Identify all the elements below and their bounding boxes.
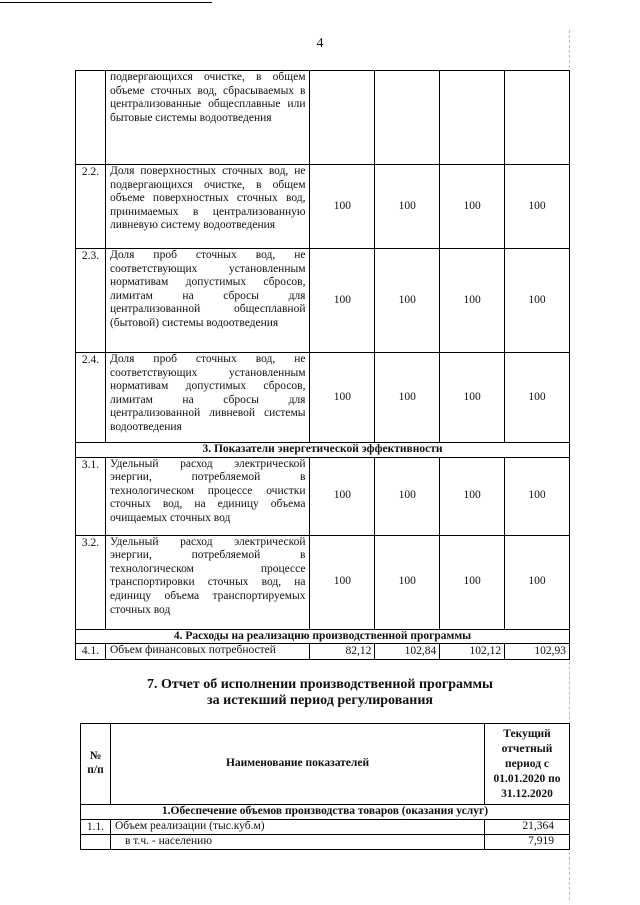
row-value [440, 71, 505, 165]
row-value: 7,919 [485, 835, 570, 850]
report-header-row [81, 724, 570, 805]
row-value: 100 [440, 457, 505, 535]
report-table [80, 723, 570, 850]
section-title: 4. Расходы на реализацию производственной программы [76, 629, 570, 644]
row-value: 100 [440, 353, 505, 443]
row-name: Объем финансовых потребностей [105, 644, 310, 660]
table-row [76, 457, 570, 535]
row-value: 100 [440, 165, 505, 249]
row-value: 100 [310, 353, 375, 443]
section-7-title-line1: 7. Отчет об исполнении производственной программы [146, 677, 493, 692]
row-name: Удельный расход электрической энергии, потребляемой в технологическом процессе транспортировки сточных вод, на единицу объема транспортируемых сточных вод [105, 535, 310, 629]
row-value: 82,12 [310, 644, 375, 660]
row-name: Объем реализации (тыс.куб.м) [110, 819, 484, 835]
row-name: Доля проб сточных вод, не соответствующих установленным нормативам допустимых сбросов, лимитам на сбросы для централизованной общесплавной (бытовой) системы водоотведения [105, 249, 310, 353]
row-value: 21,364 [485, 819, 570, 835]
section-title: 3. Показатели энергетической эффективности [76, 443, 570, 458]
row-num: 2.3. [76, 249, 106, 353]
page-number: 4 [316, 36, 324, 51]
row-value: 100 [505, 457, 570, 535]
table-row [76, 535, 570, 629]
row-name: Доля проб сточных вод, не соответствующих установленным нормативам допустимых сбросов, лимитам на сбросы для централизованной ливневой системы водоотведения [105, 353, 310, 443]
row-name: Удельный расход электрической энергии, потребляемой в технологическом процессе очистки сточных вод, на единицу объема очищаемых сточных вод [105, 457, 310, 535]
row-value: 100 [505, 249, 570, 353]
table-row [76, 71, 570, 165]
row-num: 3.2. [76, 535, 106, 629]
table-row [81, 835, 570, 850]
header-name: Наименование показателей [110, 724, 484, 805]
header-current-period: Текущий отчетный период с 01.01.2020 по 31.12.2020 [485, 724, 570, 805]
row-value: 100 [375, 249, 440, 353]
table-row [76, 353, 570, 443]
table-row [76, 644, 570, 660]
row-value: 102,93 [505, 644, 570, 660]
table-row [76, 249, 570, 353]
row-value: 100 [505, 353, 570, 443]
header-num: № п/п [81, 724, 111, 805]
row-num: 1.1. [81, 819, 111, 835]
row-num: 2.4. [76, 353, 106, 443]
row-name: подвергающихся очистке, в общем объеме сточных вод, сбрасываемых в централизованные общесплавные или бытовые системы водоотведения [105, 71, 310, 165]
row-value [310, 71, 375, 165]
indicators-table [75, 70, 570, 660]
row-num [81, 835, 111, 850]
row-num: 4.1. [76, 644, 106, 660]
row-value [505, 71, 570, 165]
report-section-row [81, 805, 570, 820]
row-value: 100 [310, 457, 375, 535]
row-value: 100 [310, 165, 375, 249]
row-value: 100 [375, 165, 440, 249]
section-7-title [0, 677, 640, 709]
row-num [76, 71, 106, 165]
row-value: 100 [505, 535, 570, 629]
row-name: в т.ч. - населению [110, 835, 484, 850]
section-row [76, 443, 570, 458]
row-value: 100 [375, 457, 440, 535]
report-section-title: 1.Обеспечение объемов производства товаров (оказания услуг) [81, 805, 570, 820]
row-num: 2.2. [76, 165, 106, 249]
row-value: 100 [310, 249, 375, 353]
row-value: 100 [375, 353, 440, 443]
section-row [76, 629, 570, 644]
row-value: 102,12 [440, 644, 505, 660]
row-name: Доля поверхностных сточных вод, не подвергающихся очистке, в общем объеме поверхностных сточных вод, принимаемых в централизованную ливневую систему водоотведения [105, 165, 310, 249]
top-rule [0, 2, 212, 3]
section-7-title-line2: за истекший период регулирования [207, 693, 433, 708]
row-value: 102,84 [375, 644, 440, 660]
table-row [81, 819, 570, 835]
row-value: 100 [375, 535, 440, 629]
row-value: 100 [310, 535, 375, 629]
row-value: 100 [440, 249, 505, 353]
row-num: 3.1. [76, 457, 106, 535]
row-value [375, 71, 440, 165]
row-value: 100 [440, 535, 505, 629]
table-row [76, 165, 570, 249]
row-value: 100 [505, 165, 570, 249]
